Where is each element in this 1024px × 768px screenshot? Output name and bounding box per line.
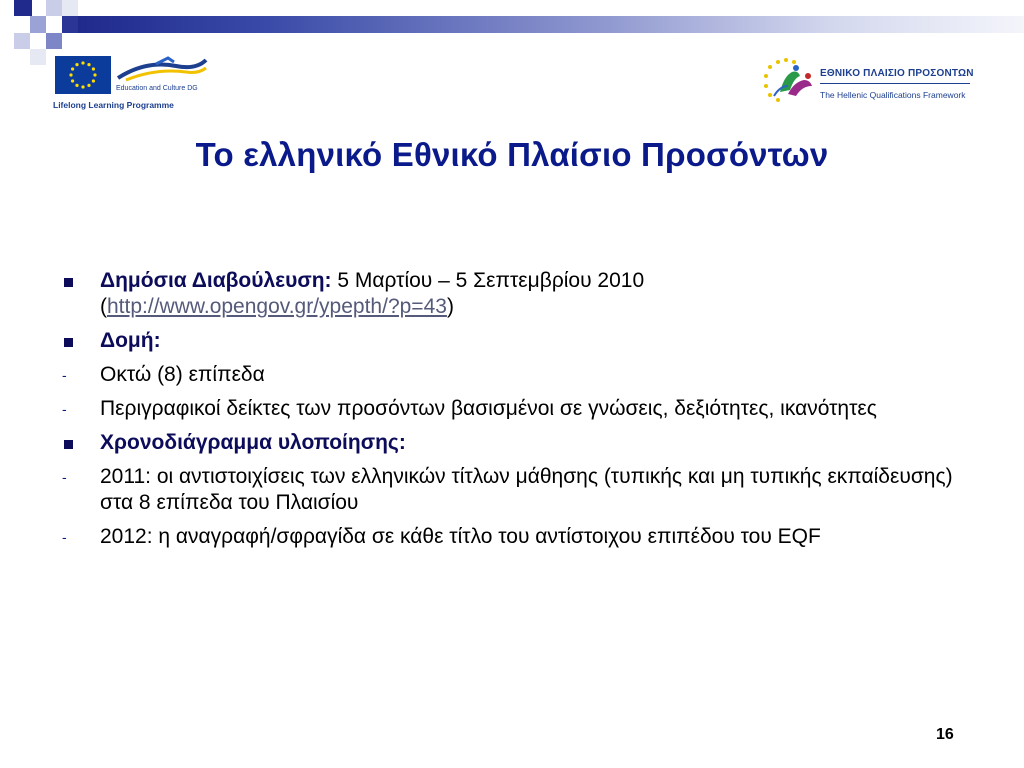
hq-emblem-icon (758, 56, 816, 109)
slide-content (60, 268, 970, 558)
list-item (60, 464, 970, 516)
square-bullet-icon (64, 278, 73, 287)
item-text: 2011: οι αντιστοιχίσεις των ελληνικών τίτλων μάθησης (τυπικής και μη τυπικής εκπαίδευσης) στα 8 επίπεδα του Πλαισίου (100, 465, 953, 514)
slide-title: Το ελληνικό Εθνικό Πλαίσιο Προσόντων (195, 136, 829, 173)
eu-dg-label: Education and Culture DG (116, 85, 198, 92)
decor-square (46, 0, 62, 16)
square-bullet-icon (64, 338, 73, 347)
list-item (60, 430, 970, 456)
decor-square (30, 16, 46, 33)
list-item (60, 396, 970, 422)
item-text: Περιγραφικοί δείκτες των προσόντων βασισμένοι σε γνώσεις, δεξιότητες, ικανότητες (100, 397, 877, 420)
item-label: Χρονοδιάγραμμα υλοποίησης: (100, 431, 406, 454)
dash-bullet-icon: - (62, 529, 67, 545)
decor-square (46, 33, 62, 49)
eu-flag-icon (55, 56, 111, 94)
paren-close: ) (446, 295, 454, 318)
square-bullet-icon (64, 440, 73, 449)
item-text: 5 Μαρτίου – 5 Σεπτεμβρίου 2010 (331, 269, 645, 292)
decor-square (62, 0, 78, 16)
decor-square (62, 16, 78, 33)
header-bar (78, 16, 1024, 33)
dash-bullet-icon: - (62, 401, 67, 417)
item-text: 2012: η αναγραφή/σφραγίδα σε κάθε τίτλο του αντίστοιχου επιπέδου του EQF (100, 525, 821, 548)
dash-bullet-icon: - (62, 367, 67, 383)
hq-logo (758, 56, 978, 108)
decor-square (14, 33, 30, 49)
dash-bullet-icon: - (62, 469, 67, 485)
hq-divider (820, 83, 970, 84)
list-item (60, 328, 970, 354)
opengov-link[interactable]: http://www.opengov.gr/ypepth/?p=43 (107, 295, 447, 318)
hq-title: ΕΘΝΙΚΟ ΠΛΑΙΣΙΟ ΠΡΟΣΟΝΤΩΝ (820, 68, 974, 79)
item-label: Δημόσια Διαβούλευση: (100, 269, 332, 292)
list-item (60, 524, 970, 550)
eu-programme-label: Lifelong Learning Programme (53, 100, 174, 110)
paren-open: ( (100, 295, 107, 318)
item-label: Δομή: (100, 329, 161, 352)
hq-subtitle: The Hellenic Qualifications Framework (820, 90, 966, 100)
list-item (60, 268, 970, 320)
item-text: Οκτώ (8) επίπεδα (100, 363, 265, 386)
list-item (60, 362, 970, 388)
page-number: 16 (936, 726, 954, 743)
decor-square (30, 49, 46, 65)
decor-square (14, 0, 32, 16)
eu-logo (50, 52, 210, 116)
